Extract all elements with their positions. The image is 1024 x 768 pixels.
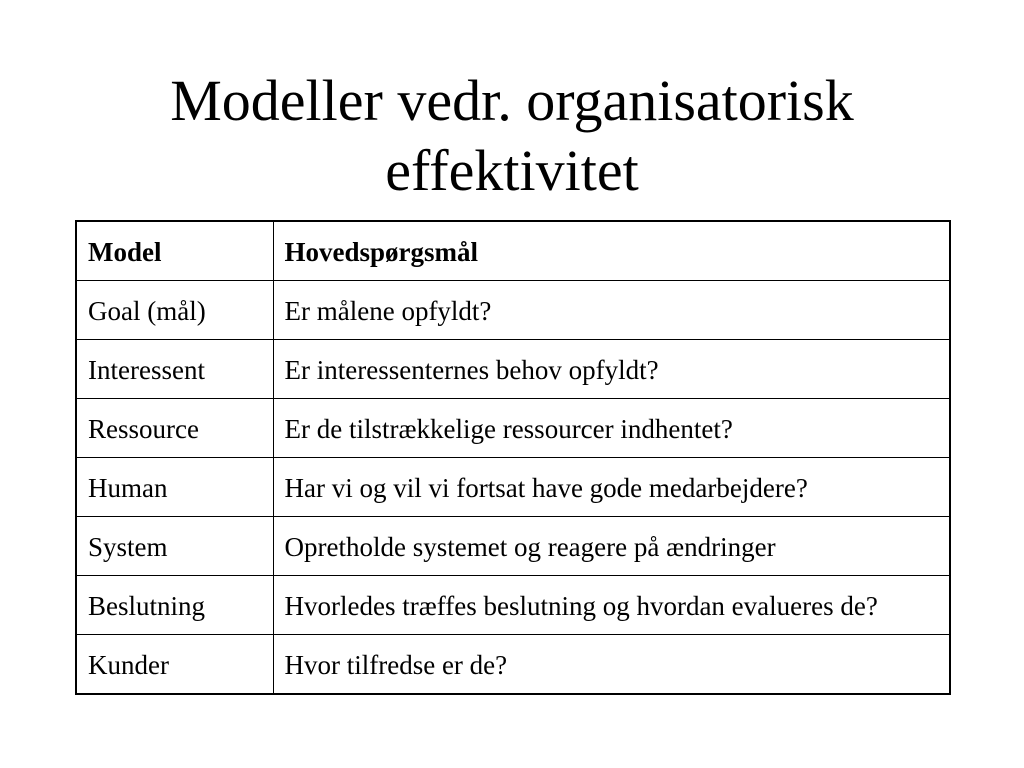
table-header-row [76, 221, 950, 281]
cell-question: Har vi og vil vi fortsat have gode medarbejdere? [273, 458, 950, 517]
cell-question: Er de tilstrækkelige ressourcer indhentet? [273, 399, 950, 458]
cell-question: Opretholde systemet og reagere på ændringer [273, 517, 950, 576]
slide-title [0, 66, 1024, 206]
header-question: Hovedspørgsmål [273, 221, 950, 281]
cell-model: Human [76, 458, 273, 517]
cell-model: System [76, 517, 273, 576]
cell-model: Goal (mål) [76, 281, 273, 340]
cell-model: Ressource [76, 399, 273, 458]
slide-title-line-2: effektivitet [385, 138, 639, 203]
table-row [76, 340, 950, 399]
cell-question: Hvor tilfredse er de? [273, 635, 950, 695]
models-table-container [75, 220, 949, 695]
table-row [76, 281, 950, 340]
cell-question: Er målene opfyldt? [273, 281, 950, 340]
header-model: Model [76, 221, 273, 281]
cell-question: Hvorledes træffes beslutning og hvordan evalueres de? [273, 576, 950, 635]
cell-model: Kunder [76, 635, 273, 695]
cell-model: Interessent [76, 340, 273, 399]
table-row [76, 635, 950, 695]
table-row [76, 576, 950, 635]
models-table [75, 220, 951, 695]
table-row [76, 517, 950, 576]
cell-question: Er interessenternes behov opfyldt? [273, 340, 950, 399]
table-row [76, 399, 950, 458]
slide-title-line-1: Modeller vedr. organisatorisk [170, 68, 854, 133]
table-row [76, 458, 950, 517]
cell-model: Beslutning [76, 576, 273, 635]
